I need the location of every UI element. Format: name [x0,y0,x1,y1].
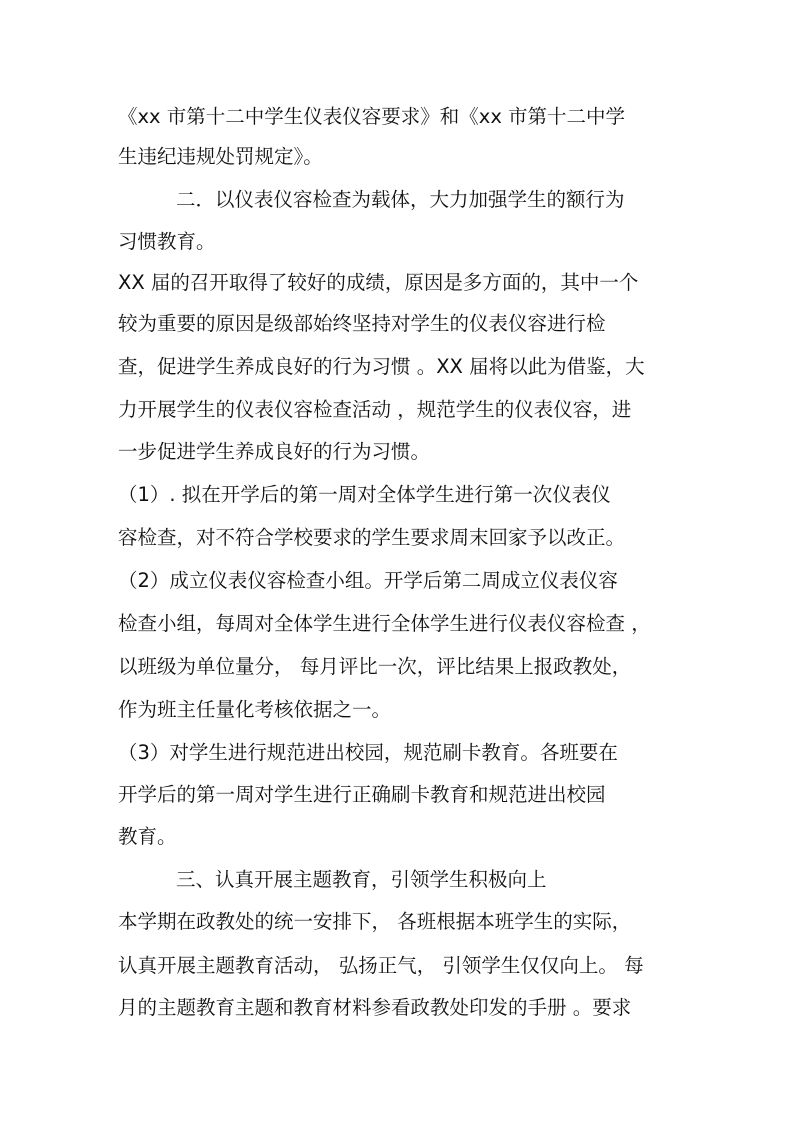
text-line-7: 查，促进学生养成良好的行为习惯 。XX 届将以此为借鉴，大 [118,355,645,378]
text-line-6: 较为重要的原因是级部始终坚持对学生的仪表仪容进行检 [118,312,606,335]
text-line-18: 教育。 [118,825,177,848]
text-line-17: 开学后的第一周对学生进行正确刷卡教育和规范进出校园 [118,783,606,806]
text-line-15: 作为班主任量化考核依据之一。 [118,698,392,721]
section-heading-2: 二．以仪表仪容检查为载体，大力加强学生的额行为 [176,188,625,211]
text-line-8: 力开展学生的仪表仪容检查活动 ，规范学生的仪表仪容，进 [118,398,632,421]
text-line-10: （1）. 拟在开学后的第一周对全体学生进行第一次仪表仪 [118,483,611,506]
text-line-16: （3）对学生进行规范进出校园，规范刷卡教育。各班要在 [118,741,618,764]
text-line-4: 习惯教育。 [118,230,216,253]
text-line-13: 检查小组，每周对全体学生进行全体学生进行仪表仪容检查 ， [118,612,651,635]
text-line-22: 月的主题教育主题和教育材料参看政教处印发的手册 。要求 [118,996,632,1019]
text-line-11: 容检查，对不符合学校要求的学生要求周末回家予以改正。 [118,526,626,549]
text-line-2: 生违纪违规处罚规定》。 [118,145,323,168]
text-line-1: 《xx 市第十二中学生仪表仪容要求》和《xx 市第十二中学 [118,105,626,128]
text-line-9: 一步促进学生养成良好的行为习惯。 [118,440,431,463]
text-line-21: 认真开展主题教育活动， 弘扬正气， 引领学生仅仅向上。 每 [118,954,644,977]
text-line-14: 以班级为单位量分， 每月评比一次，评比结果上报政教处， [118,655,632,678]
text-line-20: 本学期在政教处的统一安排下， 各班根据本班学生的实际， [118,910,632,933]
text-line-5: XX 届的召开取得了较好的成绩，原因是多方面的，其中一个 [118,271,639,294]
section-heading-3: 三、认真开展主题教育，引领学生积极向上 [176,868,547,891]
text-line-12: （2）成立仪表仪容检查小组。开学后第二周成立仪表仪容 [118,569,618,592]
